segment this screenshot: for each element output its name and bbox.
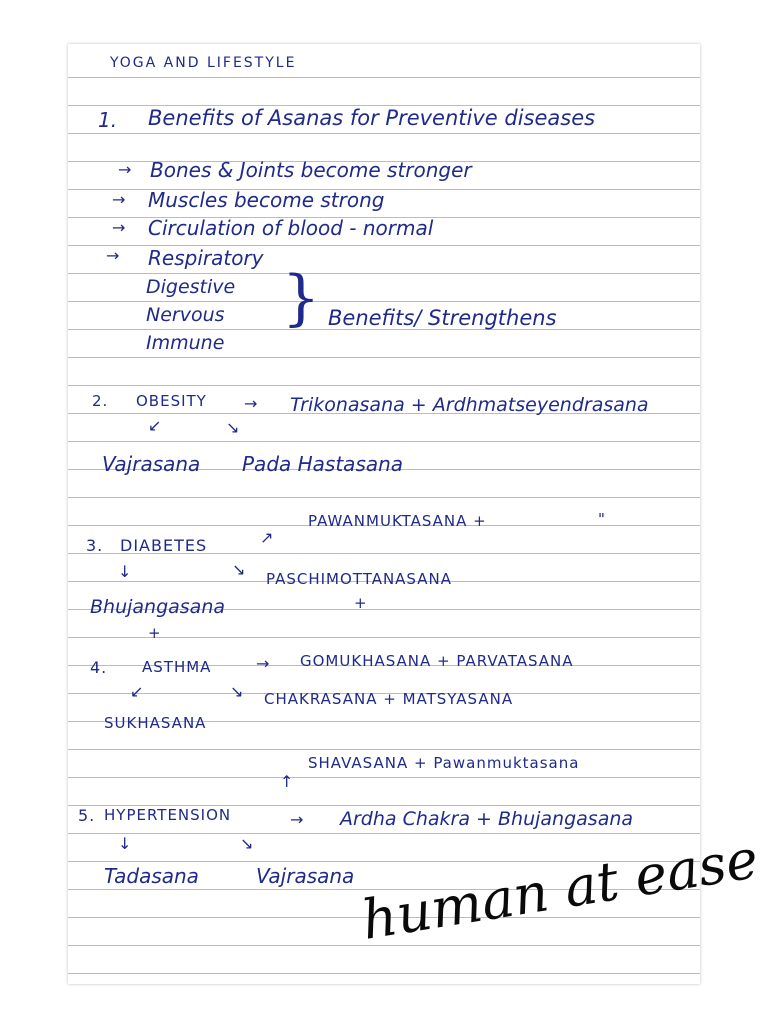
arrow-icon: →: [290, 810, 304, 829]
diabetes-right-asana: PASCHIMOTTANASANA: [266, 570, 452, 588]
condition-hypertension: HYPERTENSION: [104, 806, 232, 824]
section-1-number: 1.: [98, 108, 118, 132]
section-1-heading: Benefits of Asanas for Preventive diseases: [148, 106, 596, 130]
asthma-down-left-asana: SUKHASANA: [104, 714, 207, 732]
up-arrow-icon: ↑: [280, 772, 294, 791]
asthma-right-asanas: GOMUKHASANA + PARVATASANA: [300, 652, 574, 670]
down-left-arrow-icon: ↙: [148, 416, 162, 435]
condition-diabetes: DIABETES: [120, 536, 208, 555]
down-arrow-icon: ↓: [118, 562, 132, 581]
section-2-number: 2.: [92, 392, 109, 410]
plus-sign: +: [148, 624, 162, 642]
page-title: YOGA AND LIFESTYLE: [110, 55, 297, 71]
hypertension-down-right: Vajrasana: [256, 864, 355, 888]
down-left-arrow-icon: ↙: [130, 682, 144, 701]
right-arrow-icon: ↘: [232, 560, 246, 579]
benefit-item: Circulation of blood - normal: [148, 216, 434, 240]
obesity-down-right: Pada Hastasana: [242, 452, 404, 476]
asthma-down-right-asanas: CHAKRASANA + MATSYASANA: [264, 690, 514, 708]
signature: human at ease: [357, 827, 763, 952]
arrow-icon: →: [118, 160, 132, 179]
arrow-icon: →: [106, 246, 120, 265]
section-4-number: 4.: [90, 658, 108, 677]
section-5-number: 5.: [78, 806, 96, 825]
diabetes-down-asana: Bhujangasana: [90, 596, 226, 618]
benefit-item: Muscles become strong: [148, 188, 385, 212]
arrow-icon: →: [244, 394, 258, 413]
ditto-mark: ": [598, 510, 606, 528]
down-arrow-icon: ↓: [118, 834, 132, 853]
benefit-item: Bones & Joints become stronger: [150, 158, 472, 182]
benefit-item: Respiratory: [148, 246, 264, 270]
diabetes-up-asanas: PAWANMUKTASANA +: [308, 512, 487, 530]
arrow-icon: →: [112, 218, 126, 237]
hypertension-up-asanas: SHAVASANA + Pawanmuktasana: [308, 754, 580, 772]
down-right-arrow-icon: ↘: [226, 418, 240, 437]
system-item: Digestive: [146, 276, 236, 298]
brace-note: Benefits/ Strengthens: [328, 306, 557, 330]
obesity-down-left: Vajrasana: [102, 452, 201, 476]
up-right-arrow-icon: ↗: [260, 528, 274, 547]
brace-icon: }: [282, 263, 321, 333]
down-right-arrow-icon: ↘: [230, 682, 244, 701]
obesity-right-asanas: Trikonasana + Ardhmatseyendrasana: [290, 394, 649, 416]
down-right-arrow-icon: ↘: [240, 834, 254, 853]
condition-asthma: ASTHMA: [142, 658, 212, 676]
hypertension-down-left: Tadasana: [104, 864, 199, 888]
hypertension-right-asanas: Ardha Chakra + Bhujangasana: [340, 808, 634, 830]
section-3-number: 3.: [86, 536, 104, 555]
system-item: Immune: [146, 332, 225, 354]
arrow-icon: →: [112, 190, 126, 209]
arrow-icon: →: [256, 654, 270, 673]
plus-sign: +: [354, 594, 368, 612]
system-item: Nervous: [146, 304, 225, 326]
condition-obesity: OBESITY: [136, 392, 207, 410]
